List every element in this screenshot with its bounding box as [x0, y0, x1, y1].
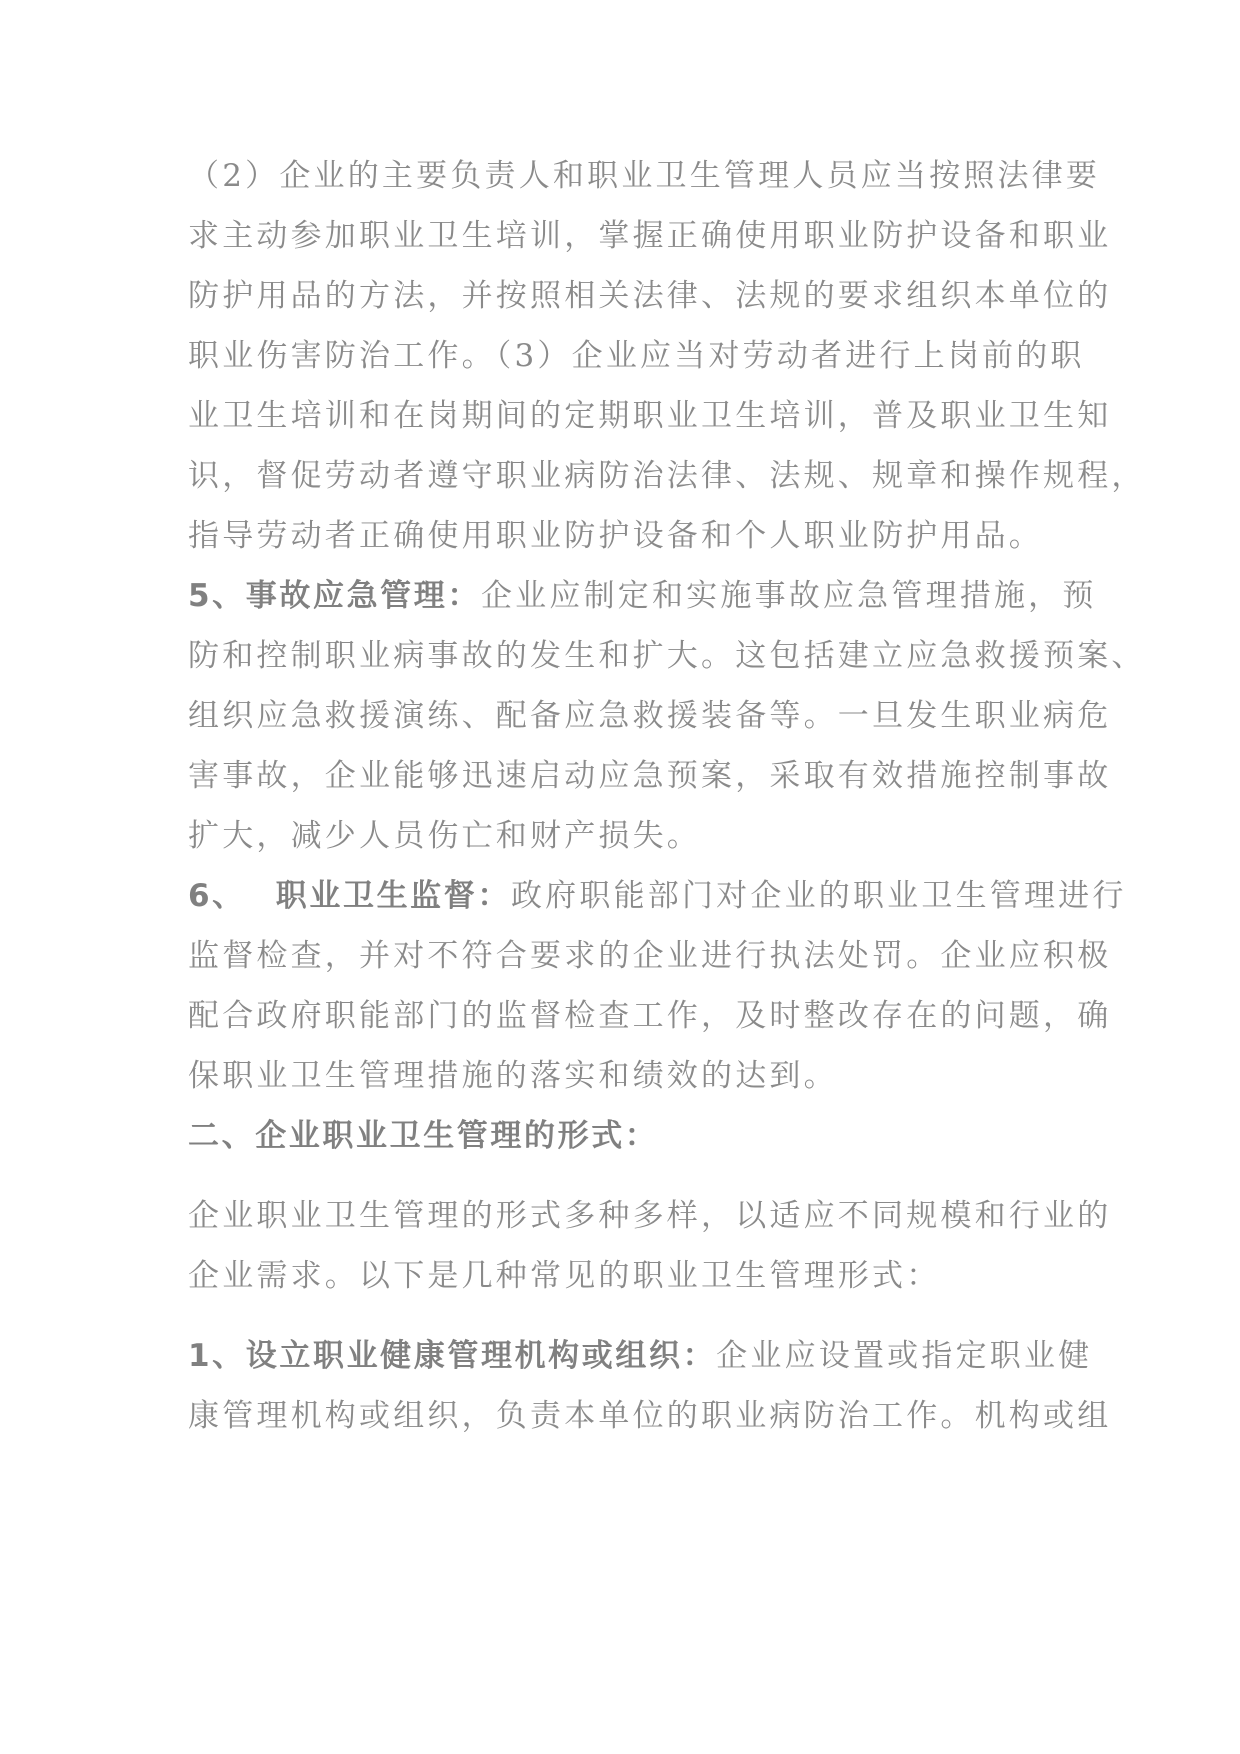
text-line: [188, 276, 1112, 316]
line-text: 企业应制定和实施事故应急管理措施，预: [480, 578, 1097, 614]
line-text: 企业需求。以下是几种常见的职业卫生管理形式：: [188, 1258, 941, 1294]
line-text: 保职业卫生管理措施的落实和绩效的达到。: [188, 1058, 838, 1094]
text-line: [188, 516, 1068, 556]
line-text: （2）企业的主要负责人和职业卫生管理人员应当按照法律要: [188, 158, 1101, 194]
text-line: [188, 636, 1146, 676]
line-text: 业卫生培训和在岗期间的定期职业卫生培训，普及职业卫生知: [188, 398, 1112, 434]
text-line: [188, 1196, 1112, 1236]
line-text: 职业伤害防治工作。（3）企业应当对劳动者进行上岗前的职: [188, 338, 1085, 374]
line-text: 监督检查，并对不符合要求的企业进行执法处罚。企业应积极: [188, 938, 1112, 974]
text-line: [188, 696, 1112, 736]
line-text: 政府职能部门对企业的职业卫生管理进行: [510, 878, 1127, 914]
line-text: 害事故，企业能够迅速启动应急预案，采取有效措施控制事故: [188, 758, 1112, 794]
line-text: 康管理机构或组织，负责本单位的职业病防治工作。机构或组: [188, 1398, 1112, 1434]
section-line-emergency: [188, 576, 1097, 616]
text-line: [188, 936, 1112, 976]
line-text: 扩大，减少人员伤亡和财产损失。: [188, 818, 701, 854]
line-text: 指导劳动者正确使用职业防护设备和个人职业防护用品。: [188, 518, 1043, 554]
section-number: 6、: [188, 878, 246, 914]
line-text: 组织应急救援演练、配备应急救援装备等。一旦发生职业病危: [188, 698, 1112, 734]
line-text: 防和控制职业病事故的发生和扩大。这包括建立应急救援预案、: [188, 638, 1146, 674]
text-line: [188, 456, 1146, 496]
section-heading: 1、设立职业健康管理机构或组织：: [188, 1338, 717, 1374]
text-line: [188, 396, 1112, 436]
text-line: [188, 996, 1112, 1036]
line-text: 求主动参加职业卫生培训，掌握正确使用职业防护设备和职业: [188, 218, 1112, 254]
text-line: [188, 216, 1112, 256]
text-line: [188, 756, 1112, 796]
section-line-organization: [188, 1336, 1093, 1376]
line-text: 企业应设置或指定职业健: [716, 1338, 1093, 1374]
line-text: 防护用品的方法，并按照相关法律、法规的要求组织本单位的: [188, 278, 1112, 314]
line-text: 识，督促劳动者遵守职业病防治法律、法规、规章和操作规程，: [188, 458, 1146, 494]
text-line: [188, 1256, 1068, 1296]
text-line: [188, 1396, 1112, 1436]
chapter-heading-text: 二、企业职业卫生管理的形式：: [188, 1118, 659, 1154]
section-heading: 5、事故应急管理：: [188, 578, 481, 614]
text-line: [188, 816, 1068, 856]
line-text: 配合政府职能部门的监督检查工作，及时整改存在的问题，确: [188, 998, 1112, 1034]
chapter-heading: [188, 1116, 1068, 1156]
text-line: [188, 1056, 1068, 1096]
section-heading: 职业卫生监督：: [275, 878, 511, 914]
text-line: [188, 156, 1101, 196]
section-line-supervision: [188, 876, 1127, 916]
text-line: [188, 336, 1085, 376]
line-text: 企业职业卫生管理的形式多种多样，以适应不同规模和行业的: [188, 1198, 1112, 1234]
